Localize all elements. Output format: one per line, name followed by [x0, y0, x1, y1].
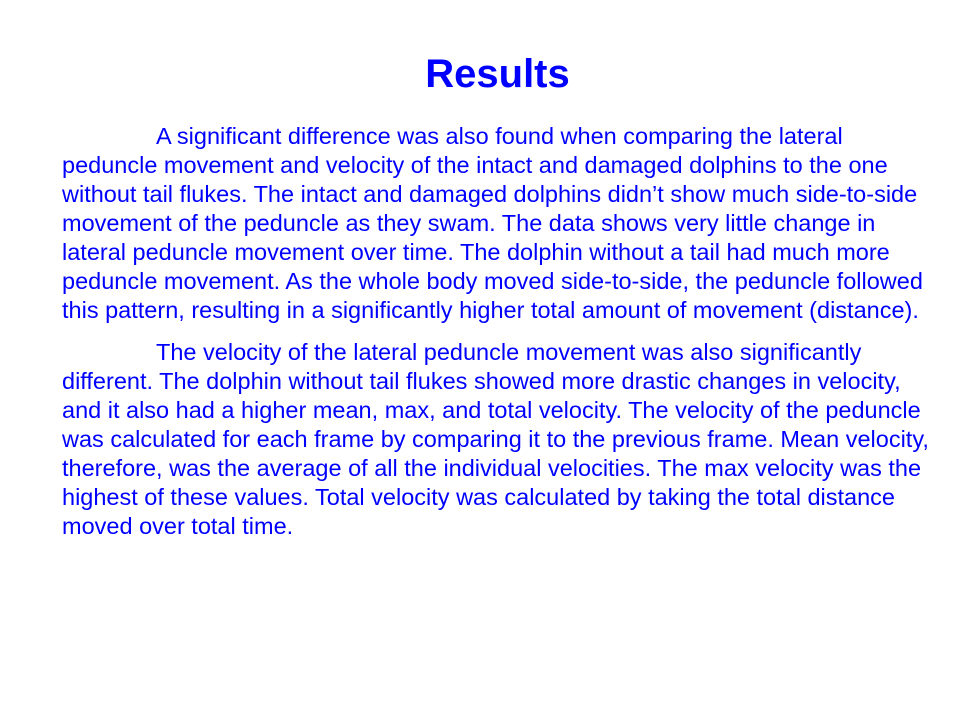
paragraph-movement: A significant difference was also found when comparing the lateral peduncle movement and velocity of the intact and damaged dolphins to the one without tail flukes. The intact and damaged dolphins didn’t show much side-to-side movement of the peduncle as they swam. The data shows very little change in lateral peduncle movement over time. The dolphin without a tail had much more peduncle movement. As the whole body moved side-to-side, the peduncle followed this pattern, resulting in a significantly higher total amount of movement (distance). — [62, 123, 923, 323]
paragraph-velocity: The velocity of the lateral peduncle movement was also significantly different. The dolphin without tail flukes showed more drastic changes in velocity, and it also had a higher mean, max, and total velocity. The velocity of the peduncle was calculated for each frame by comparing it to the previous frame. Mean velocity, therefore, was the average of all the individual velocities. The max velocity was the highest of these values. Total velocity was calculated by taking the total distance moved over total time. — [62, 339, 929, 539]
slide-title: Results — [425, 52, 570, 96]
slide-body — [62, 122, 932, 541]
